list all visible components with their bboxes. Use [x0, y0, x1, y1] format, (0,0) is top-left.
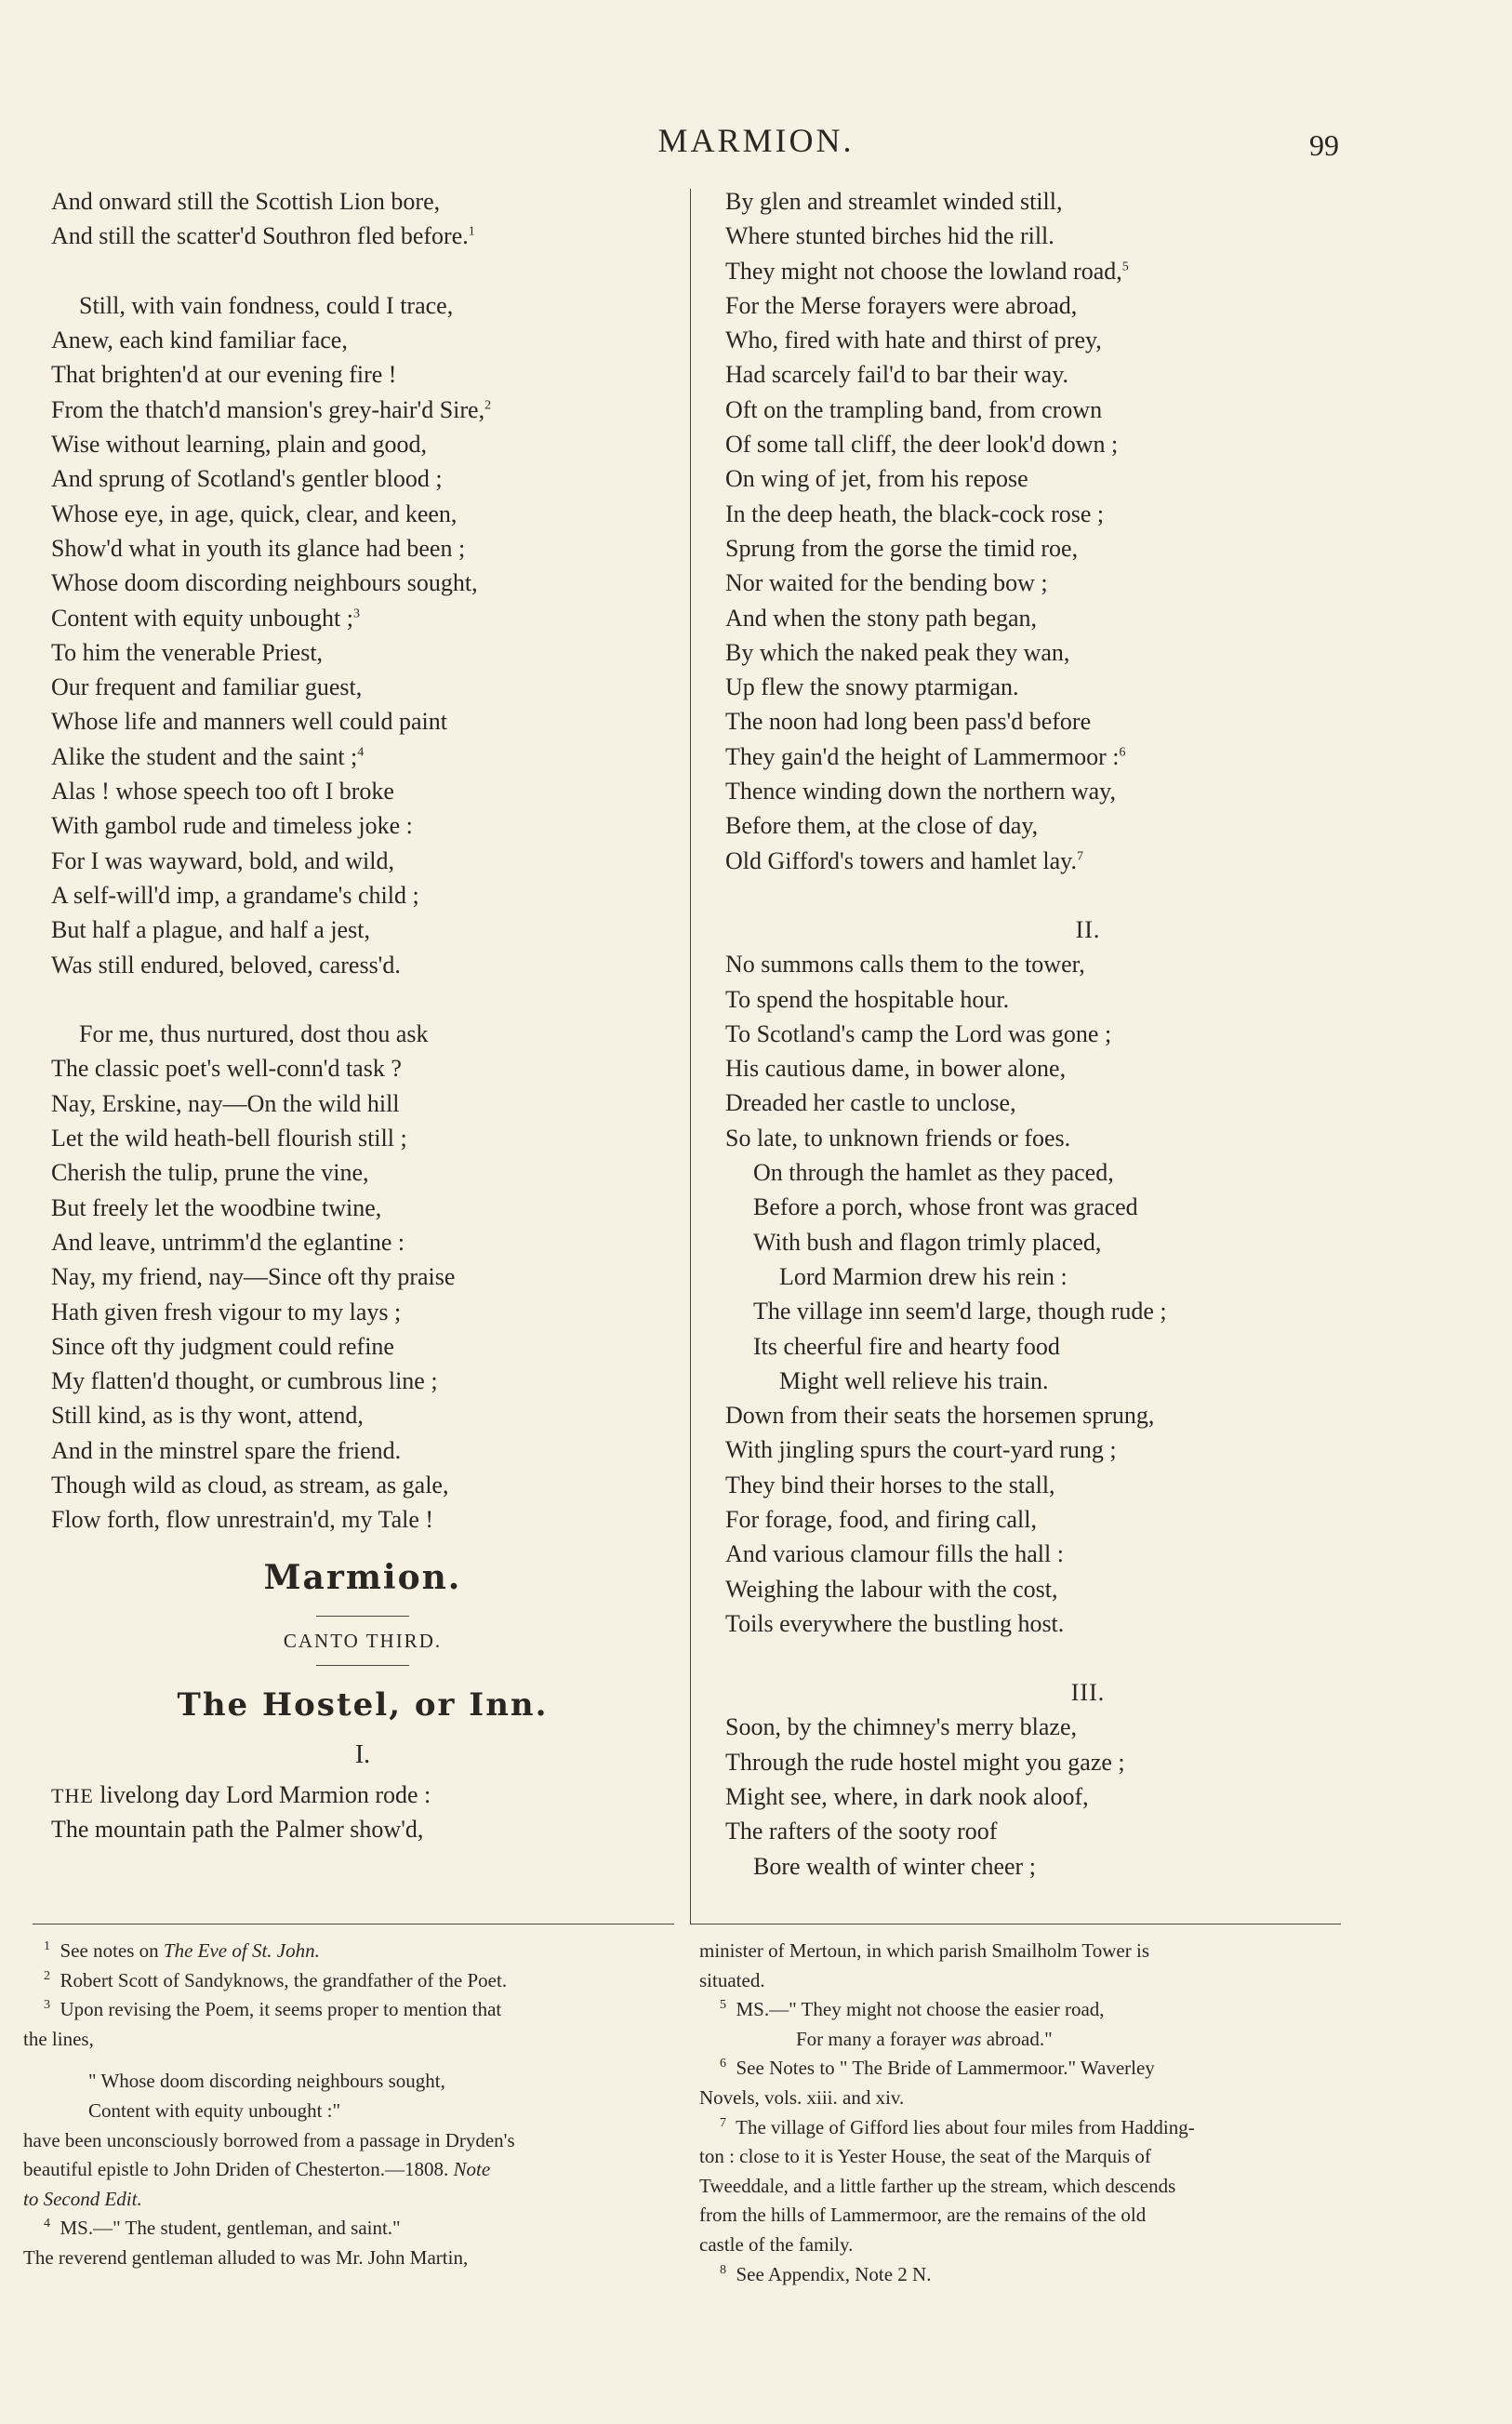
verse-line: Content with equity unbought ;$^3$: [51, 604, 360, 632]
verse-line: The mountain path the Palmer show'd,: [51, 1815, 424, 1843]
verse-line: Nay, Erskine, nay—On the wild hill: [51, 1089, 400, 1117]
footnote-line: Novels, vols. xiii. and xiv.: [699, 2085, 905, 2109]
verse-line: The village inn seem'd large, though rude ;: [753, 1298, 1167, 1325]
verse-line: Down from their seats the horsemen sprung,: [725, 1402, 1155, 1430]
footnote: $^2$ Robert Scott of Sandyknows, the grandfather of the Poet.: [44, 1968, 508, 1991]
verse-line: To Scotland's camp the Lord was gone ;: [725, 1019, 1112, 1047]
verse-line: Let the wild heath-bell flourish still ;: [51, 1125, 407, 1152]
poem-title: Marmion.: [263, 1557, 462, 1597]
verse-line: Cherish the tulip, prune the vine,: [51, 1159, 369, 1187]
verse-line: Show'd what in youth its glance had been ;: [51, 534, 466, 562]
verse-line: Nay, my friend, nay—Since oft thy praise: [51, 1263, 456, 1291]
verse-line: And when the stony path began,: [725, 604, 1038, 632]
footnote: $^7$ The village of Gifford lies about four miles from Hadding-: [720, 2115, 1195, 2138]
verse-line: The classic poet's well-conn'd task ?: [51, 1055, 402, 1083]
footnote: $^4$ MS.—" The student, gentleman, and saint.": [44, 2217, 401, 2240]
verse-line: The rafters of the sooty roof: [725, 1818, 998, 1845]
footnote-line: castle of the family.: [699, 2232, 854, 2256]
footnote-line: The reverend gentleman alluded to was Mr. John Martin,: [23, 2245, 469, 2269]
footnote-ref: 3: [353, 606, 360, 620]
verse-line: Whose doom discording neighbours sought,: [51, 569, 478, 597]
verse-line: On through the hamlet as they paced,: [753, 1159, 1114, 1187]
footnote-quote: Content with equity unbought :": [88, 2098, 341, 2122]
verse-line: Had scarcely fail'd to bar their way.: [725, 361, 1069, 389]
verse-line: Hath given fresh vigour to my lays ;: [51, 1298, 402, 1325]
footnotes-left: [23, 1937, 679, 2273]
verse-line: Toils everywhere the bustling host.: [725, 1609, 1065, 1637]
verse-line: In the deep heath, the black-cock rose ;: [725, 499, 1105, 527]
verse-line: Through the rude hostel might you gaze ;: [725, 1748, 1125, 1776]
page-number: 99: [1309, 128, 1339, 162]
footnote-rule: [33, 1924, 674, 1925]
verse-line: Soon, by the chimney's merry blaze,: [725, 1713, 1077, 1741]
verse-line: Our frequent and familiar guest,: [51, 673, 363, 701]
canto-subtitle: The Hostel, or Inn.: [177, 1685, 549, 1724]
verse-line: His cautious dame, in bower alone,: [725, 1055, 1067, 1083]
verse-line: They bind their horses to the stall,: [725, 1471, 1055, 1498]
verse-line: Where stunted birches hid the rill.: [725, 222, 1054, 250]
verse-line: Sprung from the gorse the timid roe,: [725, 534, 1079, 562]
verse-line: A self-will'd imp, a grandame's child ;: [51, 881, 419, 909]
footnote-line: minister of Mertoun, in which parish Smailholm Tower is: [699, 1939, 1150, 1962]
verse-line: With bush and flagon trimly placed,: [753, 1228, 1102, 1256]
verse-line: Oft on the trampling band, from crown: [725, 395, 1103, 423]
verse-line: Old Gifford's towers and hamlet lay.$^7$: [725, 846, 1083, 874]
canto-heading: CANTO THIRD.: [283, 1629, 443, 1652]
footnote-ref: 4: [357, 745, 365, 760]
verse-line: But freely let the woodbine twine,: [51, 1193, 382, 1221]
verse-line: For me, thus nurtured, dost thou ask: [79, 1020, 429, 1048]
verse-line: THE livelong day Lord Marmion rode :: [51, 1780, 431, 1808]
verse-line: Might see, where, in dark nook aloof,: [725, 1783, 1089, 1811]
drop-word: THE: [51, 1783, 94, 1807]
footnote-ref: 7: [1077, 848, 1083, 863]
verse-line: Was still endured, beloved, caress'd.: [51, 951, 401, 979]
verse-line: Anew, each kind familiar face,: [51, 326, 348, 354]
title-rule: [316, 1616, 409, 1617]
verse-line: No summons calls them to the tower,: [725, 951, 1085, 979]
verse-line: By glen and streamlet winded still,: [725, 188, 1063, 215]
footnote-line: to Second Edit.: [23, 2187, 142, 2210]
footnote-line: from the hills of Lammermoor, are the remains of the old: [699, 2204, 1147, 2227]
verse-line: They might not choose the lowland road,$^5$: [725, 257, 1129, 285]
canto-rule: [316, 1665, 409, 1666]
left-column: [51, 184, 674, 1846]
footnote: $^6$ See Notes to " The Bride of Lammermoor." Waverley: [720, 2057, 1155, 2080]
verse-line: And leave, untrimm'd the eglantine :: [51, 1228, 405, 1256]
footnote-ref: 2: [484, 398, 492, 413]
verse-line: To him the venerable Priest,: [51, 638, 324, 666]
verse-line: Alike the student and the saint ;$^4$: [51, 742, 365, 770]
verse-line: Its cheerful fire and hearty food: [753, 1332, 1060, 1360]
footnote: $^3$ Upon revising the Poem, it seems proper to mention that: [44, 1998, 502, 2021]
verse-line: Wise without learning, plain and good,: [51, 431, 428, 459]
verse-line: That brighten'd at our evening fire !: [51, 361, 397, 389]
footnote-line: beautiful epistle to John Driden of Chesterton.—1808. Note: [23, 2158, 491, 2181]
verse-line: Up flew the snowy ptarmigan.: [725, 673, 1019, 701]
verse-line: And various clamour fills the hall :: [725, 1540, 1064, 1568]
section-number: III.: [1070, 1679, 1106, 1707]
verse-line: Though wild as cloud, as stream, as gale,: [51, 1471, 449, 1498]
footnote: $^1$ See notes on The Eve of St. John.: [44, 1939, 320, 1962]
verse-line: Before a porch, whose front was graced: [753, 1193, 1138, 1221]
footnote-line: Tweeddale, and a little farther up the stream, which descends: [699, 2174, 1176, 2197]
verse-line: Still, with vain fondness, could I trace,: [79, 291, 454, 319]
footnote: $^5$ MS.—" They might not choose the easier road,: [720, 1998, 1105, 2021]
verse-line: They gain'd the height of Lammermoor :$^6$: [725, 742, 1126, 770]
footnote-quote: " Whose doom discording neighbours sought,: [88, 2070, 445, 2093]
verse-line: To spend the hospitable hour.: [725, 985, 1010, 1013]
verse-line: Might well relieve his train.: [779, 1366, 1049, 1394]
verse-line: And sprung of Scotland's gentler blood ;: [51, 465, 443, 493]
verse-line: With jingling spurs the court-yard rung ;: [725, 1436, 1117, 1464]
footnote-ref: 5: [1121, 259, 1129, 273]
verse-line: Since oft thy judgment could refine: [51, 1332, 394, 1360]
footnote-line: have been unconsciously borrowed from a passage in Dryden's: [23, 2128, 515, 2151]
verse-line: For forage, food, and firing call,: [725, 1505, 1038, 1533]
footnote-ref: 1: [468, 224, 475, 239]
verse-line: Lord Marmion drew his rein :: [779, 1262, 1068, 1290]
verse-line: Whose life and manners well could paint: [51, 708, 447, 736]
verse-line: Flow forth, flow unrestrain'd, my Tale !: [51, 1506, 434, 1534]
verse-line: Dreaded her castle to unclose,: [725, 1089, 1016, 1117]
verse-line: Nor waited for the bending bow ;: [725, 569, 1048, 597]
footnote-line: the lines,: [23, 2027, 94, 2050]
verse-line: Whose eye, in age, quick, clear, and keen,: [51, 499, 458, 527]
verse-line: And still the scatter'd Southron fled before.$^1$: [51, 222, 475, 250]
footnote-quote: For many a forayer was abroad.": [796, 2027, 1053, 2050]
section-number: I.: [354, 1739, 371, 1769]
verse-line: From the thatch'd mansion's grey-hair'd Sire,$^2$: [51, 395, 492, 423]
verse-line: Of some tall cliff, the deer look'd down ;: [725, 431, 1119, 459]
verse-line: Before them, at the close of day,: [725, 812, 1039, 840]
running-head: MARMION.: [657, 122, 855, 159]
verse-line: And in the minstrel spare the friend.: [51, 1436, 402, 1464]
right-column: [725, 184, 1451, 1884]
footnote-ref: 6: [1119, 745, 1126, 760]
verse-line: Bore wealth of winter cheer ;: [753, 1852, 1036, 1880]
footnote-line: ton : close to it is Yester House, the seat of the Marquis of: [699, 2145, 1151, 2168]
verse-line: Alas ! whose speech too oft I broke: [51, 778, 394, 806]
footnote: $^8$ See Appendix, Note 2 N.: [720, 2262, 932, 2285]
verse-line: The noon had long been pass'd before: [725, 708, 1092, 736]
verse-line: Thence winding down the northern way,: [725, 778, 1116, 806]
verse-line: With gambol rude and timeless joke :: [51, 812, 413, 840]
footnotes-right: [699, 1937, 1350, 2289]
footnote-line: situated.: [699, 1968, 765, 1991]
verse-line: And onward still the Scottish Lion bore,: [51, 188, 441, 215]
column-divider: [690, 189, 691, 1924]
verse-line: My flatten'd thought, or cumbrous line ;: [51, 1367, 438, 1395]
footnote-rule: [690, 1924, 1341, 1925]
verse-line: By which the naked peak they wan,: [725, 638, 1070, 666]
verse-line: But half a plague, and half a jest,: [51, 916, 370, 944]
verse-line: For I was wayward, bold, and wild,: [51, 846, 394, 874]
verse-line: Weighing the labour with the cost,: [725, 1575, 1058, 1603]
verse-line: So late, to unknown friends or foes.: [725, 1124, 1071, 1152]
verse-line: Who, fired with hate and thirst of prey,: [725, 326, 1102, 354]
verse-line: Still kind, as is thy wont, attend,: [51, 1402, 364, 1430]
verse-line: On wing of jet, from his repose: [725, 465, 1028, 493]
section-number: II.: [1075, 915, 1101, 943]
verse-line: For the Merse forayers were abroad,: [725, 291, 1078, 319]
